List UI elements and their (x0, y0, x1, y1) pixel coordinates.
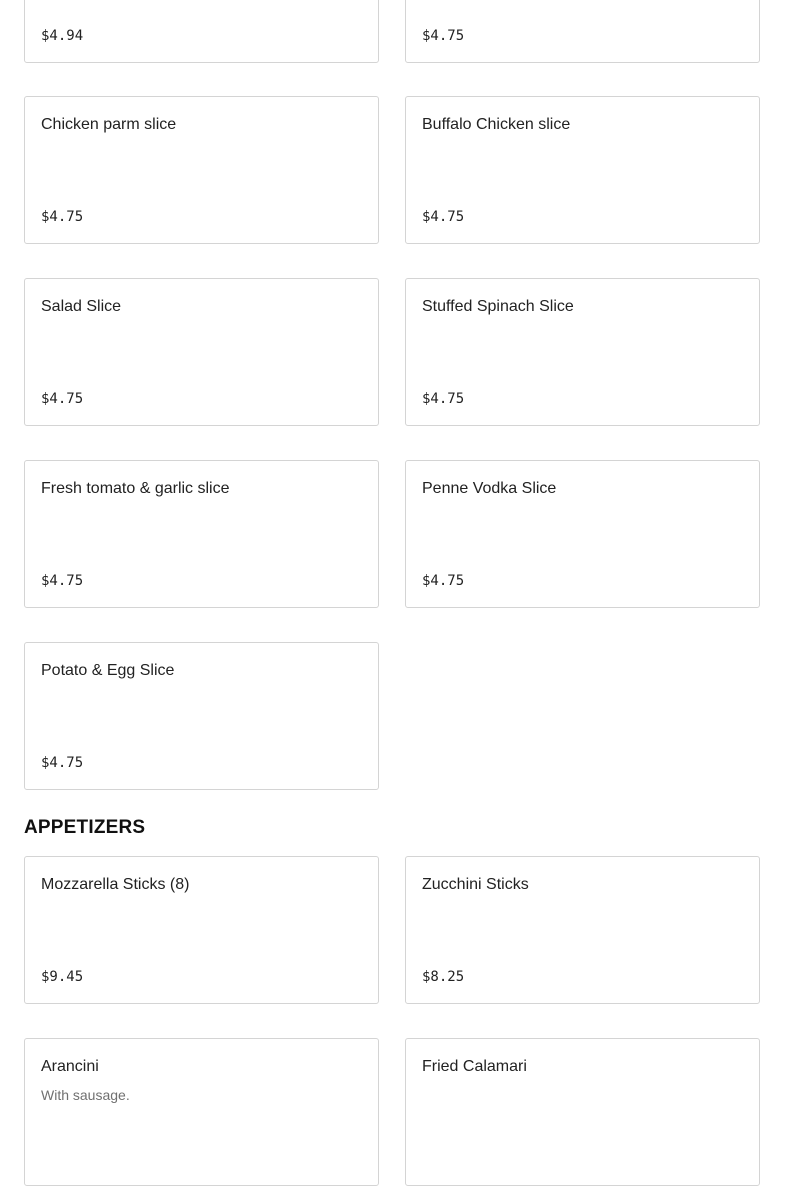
menu-item-card[interactable] (405, 96, 760, 244)
menu-item-name: Buffalo Chicken slice (422, 116, 571, 133)
menu-item-card[interactable] (405, 856, 760, 1004)
menu-item-price: $9.45 (41, 969, 84, 985)
menu-item-name: Fried Calamari (422, 1058, 527, 1075)
menu-item-name: Mozzarella Sticks (8) (41, 876, 190, 893)
menu-item-card[interactable] (24, 278, 379, 426)
menu-item-price: $4.75 (41, 391, 84, 407)
section-title-appetizers: APPETIZERS (24, 817, 146, 838)
menu-item-name: Salad Slice (41, 298, 122, 315)
menu-item-name: Arancini (41, 1058, 99, 1075)
menu-item-name: Potato & Egg Slice (41, 662, 175, 679)
menu-item-card[interactable] (24, 642, 379, 790)
menu-item-card[interactable] (405, 460, 760, 608)
menu-item-price: $4.75 (422, 209, 465, 225)
menu-item-card[interactable] (405, 278, 760, 426)
menu-item-card[interactable] (24, 460, 379, 608)
menu-item-name: Stuffed Spinach Slice (422, 298, 574, 315)
menu-item-card[interactable] (405, 0, 760, 63)
menu-item-name: Chicken parm slice (41, 116, 177, 133)
menu-item-price: $4.75 (41, 209, 84, 225)
menu-item-card[interactable] (405, 1038, 760, 1186)
menu-item-price: $4.94 (41, 28, 84, 44)
menu-item-name: Penne Vodka Slice (422, 480, 557, 497)
menu-item-price: $4.75 (41, 755, 84, 771)
menu-item-description: With sausage. (41, 1087, 130, 1103)
menu-item-price: $8.25 (422, 969, 465, 985)
menu-item-price: $4.75 (41, 573, 84, 589)
menu-item-name: Fresh tomato & garlic slice (41, 480, 230, 497)
menu-item-card[interactable] (24, 856, 379, 1004)
menu-item-price: $4.75 (422, 28, 465, 44)
menu-item-price: $4.75 (422, 391, 465, 407)
menu-item-card[interactable] (24, 0, 379, 63)
menu-item-card[interactable] (24, 1038, 379, 1186)
menu-item-price: $4.75 (422, 573, 465, 589)
menu-item-name: Zucchini Sticks (422, 876, 529, 893)
menu-item-card[interactable] (24, 96, 379, 244)
